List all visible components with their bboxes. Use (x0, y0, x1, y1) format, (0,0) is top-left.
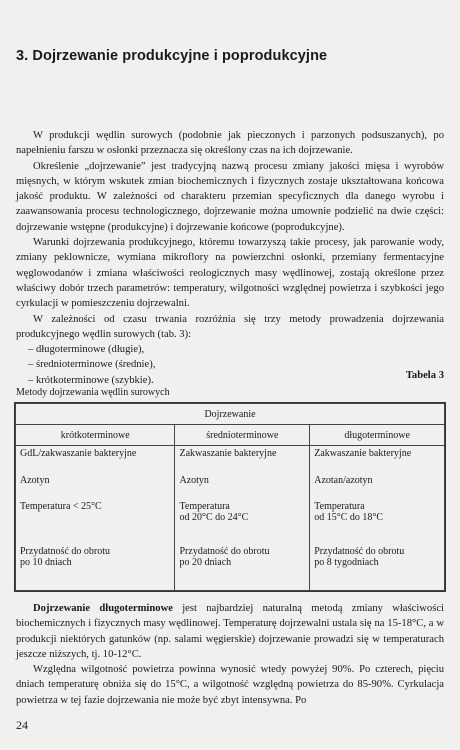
table-cell: Azotyn (20, 474, 50, 486)
table-row (16, 473, 445, 499)
paragraph-3: Warunki dojrzewania produkcyjnego, któremu towarzyszą takie procesy, jak parowanie wody, zmiany peklownicze, wymiana mikroflory na powierzchni osłonki, przemiany fermentacyjne węglowodanów i zmiana właściwości reologicznych masy wędlinowej, zostają określone przez właściwy dobór trzech parametrów: temperatury, wilgotności względnej powietrza i szybkości jego cyrkulacji w pomieszczeniu dojrzewalni. (16, 237, 444, 310)
table-cell-line: Temperatura < 25°C (20, 500, 102, 512)
body-text-lower (16, 601, 444, 708)
table-cell: Zakwaszanie bakteryjne (179, 448, 277, 459)
table-row (16, 499, 445, 544)
column-header: średnioterminowe (175, 425, 310, 446)
section-heading: 3. Dojrzewanie produkcyjne i poprodukcyjne (16, 48, 328, 64)
paragraph-2: Określenie „dojrzewanie” jest tradycyjną nazwą procesu zmiany jakości mięsa i wyrobów mięsnych, w którym wskutek zmian biochemicznych i fizycznych zostaje ukształtowana końcowa jakość produktu. W zależności od charakteru przemian specyficznych dla danego wyrobu i zaawansowania procesu technologicznego, dojrzewanie można umownie podzielić na dwie części: dojrzewanie wstępne (produkcyjne) i dojrzewanie końcowe (poprodukcyjne). (16, 160, 444, 233)
table-row (16, 446, 445, 473)
paragraph-5 (16, 601, 444, 662)
table-group-header: Dojrzewanie (16, 404, 445, 425)
list-item: – średnioterminowe (średnie), (28, 359, 156, 371)
table-cell-line: Przydatność do obrotu (314, 546, 405, 558)
paragraph-5-rest: jest najbardziej naturalną metodą zmiany właściwości biochemicznych i fizycznych masy wędlinowej. Temperaturę dojrzewalni ustala się na 15-18°C, a w produkcji niektórych gatunków (np. salami węgierskie) dojrzewanie prowadzi się w temperaturach jeszcze niższych, tj. 10-12°C. (16, 603, 444, 660)
table-cell-line: po 10 dniach (20, 557, 72, 569)
table-cell-line: po 20 dniach (179, 557, 232, 569)
column-header: długoterminowe (310, 425, 445, 446)
table-cell-line: od 15°C do 18°C (314, 511, 384, 523)
paragraph-4: W zależności od czasu trwania rozróżnia się trzy metody prowadzenia dojrzewania produkcyjnego wędlin surowych (tab. 3): (16, 313, 444, 340)
table-cell-line: Temperatura (179, 500, 230, 512)
paragraph-5-lead: Dojrzewanie długoterminowe (33, 603, 173, 614)
table-cell: Zakwaszanie bakteryjne (314, 448, 412, 459)
methods-table (14, 402, 446, 592)
list-item: – krótkoterminowe (szybkie). (28, 374, 154, 386)
table-label: Tabela 3 (405, 370, 444, 381)
paragraph-6: Względna wilgotność powietrza powinna wynosić wtedy powyżej 90%. Po czterech, pięciu dniach temperaturę obniża się do 15°C, a wilgotność względną powietrza do 85-90%. Cyrkulacja powietrza w tej fazie dojrzewania nie może być zbyt intensywna. Po (16, 664, 444, 706)
table-cell: Azotan/azotyn (314, 474, 373, 486)
table-cell: GdL/zakwaszanie bakteryjne (20, 448, 137, 459)
table-cell: Azotyn (179, 474, 209, 486)
table-cell-line: Przydatność do obrotu (179, 546, 270, 558)
table-cell-line: po 8 tygodniach (314, 557, 379, 569)
method-list (16, 342, 444, 388)
table-cell-line: Przydatność do obrotu (20, 546, 110, 558)
page-number: 24 (16, 718, 28, 732)
column-header: krótkoterminowe (16, 425, 175, 446)
table-cell-line: Temperatura (314, 500, 365, 512)
table-caption: Metody dojrzewania wędlin surowych (16, 387, 170, 398)
paragraph-1: W produkcji wędlin surowych (podobnie jak pieczonych i parzonych podsuszanych), po napełnieniu farszu w osłonki przeznacza się określony czas na ich dojrzewanie. (16, 130, 444, 157)
list-item: – długoterminowe (długie), (28, 344, 145, 356)
table-row (16, 544, 445, 590)
body-text-upper (16, 128, 444, 388)
table-cell-line: od 20°C do 24°C (179, 511, 249, 523)
